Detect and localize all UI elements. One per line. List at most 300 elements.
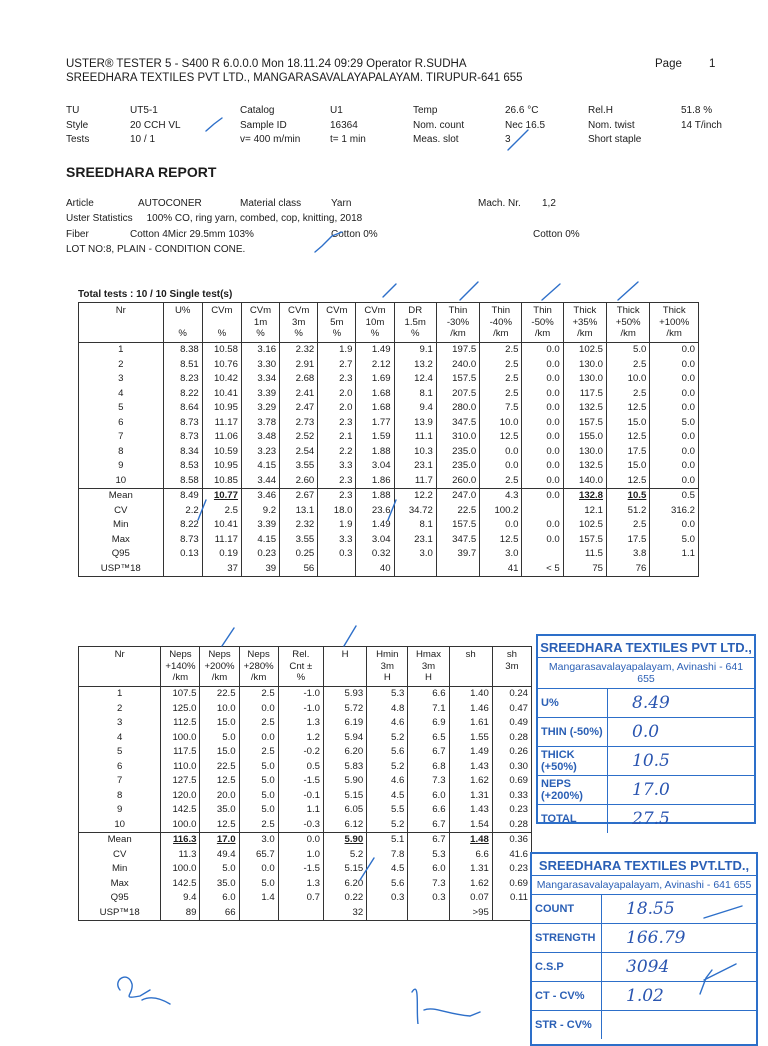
cotton-1: Cotton 0% bbox=[331, 229, 378, 240]
table-cell: 0.0 bbox=[278, 832, 323, 847]
table-cell: -0.2 bbox=[278, 745, 323, 760]
table-cell: 6.6 bbox=[408, 686, 449, 701]
header-line: Rel. bbox=[292, 649, 310, 660]
header-line1: USTER® TESTER 5 - S400 R 6.0.0.0 Mon 18.11.24 09:29 Operator R.SUDHA bbox=[66, 58, 467, 70]
table-cell: 51.2 bbox=[607, 503, 650, 518]
table-cell: 8.73 bbox=[163, 415, 202, 430]
table-cell: 10.76 bbox=[202, 357, 241, 372]
row-label: 5 bbox=[79, 745, 161, 760]
row-label: Q95 bbox=[79, 547, 164, 562]
table-cell: 347.5 bbox=[436, 415, 479, 430]
header-line: Hmin bbox=[376, 649, 399, 660]
table-cell: 127.5 bbox=[161, 774, 200, 789]
table-cell: < 5 bbox=[522, 561, 563, 576]
row-label: Min bbox=[79, 518, 164, 533]
header-line: % bbox=[217, 328, 227, 339]
tick-mark bbox=[704, 906, 742, 918]
table-cell: 35.0 bbox=[200, 876, 239, 891]
table-cell: 0.25 bbox=[280, 547, 318, 562]
table-cell: 0.0 bbox=[480, 459, 522, 474]
table-cell: 12.1 bbox=[563, 503, 606, 518]
table-cell: 1.40 bbox=[449, 686, 492, 701]
table-cell: 0.49 bbox=[492, 716, 531, 731]
table-cell: 3.3 bbox=[318, 532, 356, 547]
table-cell: 89 bbox=[161, 905, 200, 920]
header-line: /km bbox=[666, 328, 682, 339]
table-cell: 0.23 bbox=[492, 862, 531, 877]
table-cell: 40 bbox=[356, 561, 394, 576]
table-cell: 130.0 bbox=[563, 444, 606, 459]
table-cell: 12.5 bbox=[200, 774, 239, 789]
mach-label: Mach. Nr. bbox=[478, 198, 521, 209]
table-cell: 5.2 bbox=[367, 817, 408, 832]
table-cell: 39 bbox=[241, 561, 279, 576]
param-label: TU bbox=[66, 105, 80, 116]
table-cell: 6.8 bbox=[408, 759, 449, 774]
handwritten-value: 0.0 bbox=[632, 722, 660, 742]
signature-icon bbox=[412, 989, 480, 1024]
table-cell: 2.52 bbox=[280, 430, 318, 445]
header-line: -50% bbox=[531, 316, 554, 328]
tick-mark bbox=[344, 626, 356, 646]
table-cell: 5.83 bbox=[323, 759, 366, 774]
table-cell: 100.0 bbox=[161, 862, 200, 877]
table-cell: 3.0 bbox=[480, 547, 522, 562]
table-cell: 3.39 bbox=[241, 386, 279, 401]
table-cell: 2.91 bbox=[280, 357, 318, 372]
header-line: H bbox=[383, 672, 391, 683]
table-cell: 22.5 bbox=[436, 503, 479, 518]
table-cell: 0.69 bbox=[492, 876, 531, 891]
table-cell: 4.15 bbox=[241, 532, 279, 547]
table-cell: 12.5 bbox=[480, 430, 522, 445]
table-cell: 10.95 bbox=[202, 459, 241, 474]
table-cell: 2.5 bbox=[607, 518, 650, 533]
uster-statistics: Uster Statistics 100% CO, ring yarn, combed, cop, knitting, 2018 bbox=[66, 213, 363, 224]
row-label: CV bbox=[79, 503, 164, 518]
fiber-label: Fiber bbox=[66, 229, 89, 240]
table-cell: 20.0 bbox=[200, 788, 239, 803]
table-cell: 5.0 bbox=[200, 730, 239, 745]
table-cell: 7.3 bbox=[408, 876, 449, 891]
table-cell: 1.62 bbox=[449, 876, 492, 891]
table-cell: 2.67 bbox=[280, 488, 318, 503]
table-cell: 12.5 bbox=[607, 473, 650, 488]
param-value: 10 / 1 bbox=[130, 134, 156, 145]
table-cell: 8.1 bbox=[394, 518, 436, 533]
table-cell: 0.0 bbox=[522, 430, 563, 445]
param-label: Meas. slot bbox=[413, 134, 459, 145]
table-cell: 10.77 bbox=[202, 488, 241, 503]
stamp-label: U% bbox=[538, 689, 608, 717]
table-cell: >95 bbox=[449, 905, 492, 920]
table-cell: 100.0 bbox=[161, 817, 200, 832]
table-cell: 8.38 bbox=[163, 342, 202, 357]
stamp-company: SREEDHARA TEXTILES PVT.LTD., bbox=[532, 854, 756, 876]
table-cell: 0.0 bbox=[239, 730, 278, 745]
header-line: CVm bbox=[364, 305, 386, 316]
table-cell: 2.5 bbox=[480, 473, 522, 488]
header-line: /km bbox=[577, 328, 593, 339]
table-cell: 23.6 bbox=[356, 503, 394, 518]
header-line: CVm bbox=[288, 305, 310, 316]
table-cell: 3.48 bbox=[241, 430, 279, 445]
table-cell: 0.0 bbox=[650, 342, 699, 357]
table-cell: 1.62 bbox=[449, 774, 492, 789]
table-cell: 22.5 bbox=[200, 686, 239, 701]
table-cell: 12.5 bbox=[480, 532, 522, 547]
table-cell: 6.9 bbox=[408, 716, 449, 731]
header-line: Cnt ± bbox=[289, 660, 313, 672]
table-cell: 2.68 bbox=[280, 372, 318, 387]
table-cell: 0.0 bbox=[650, 459, 699, 474]
table-cell: 3.55 bbox=[280, 532, 318, 547]
stamp-label: COUNT bbox=[532, 895, 602, 923]
table-cell: 13.9 bbox=[394, 415, 436, 430]
table-cell: 0.36 bbox=[492, 832, 531, 847]
table-cell: 0.11 bbox=[492, 891, 531, 906]
table-cell: 1.2 bbox=[278, 730, 323, 745]
handwritten-value: 27.5 bbox=[632, 809, 670, 829]
row-label: 9 bbox=[79, 803, 161, 818]
table-cell: 0.0 bbox=[522, 444, 563, 459]
table-cell: 3.04 bbox=[356, 459, 394, 474]
table-cell: 11.1 bbox=[394, 430, 436, 445]
table-cell: 0.0 bbox=[650, 518, 699, 533]
table-cell: 75 bbox=[563, 561, 606, 576]
row-label: 2 bbox=[79, 357, 164, 372]
header-line: Thin bbox=[491, 305, 511, 316]
param-value: Nec 16.5 bbox=[505, 119, 546, 131]
table-cell: 10.41 bbox=[202, 518, 241, 533]
header-line: % bbox=[294, 328, 303, 339]
header-line: Nr bbox=[115, 305, 126, 316]
table-cell: 10.5 bbox=[607, 488, 650, 503]
signature-icon bbox=[118, 977, 170, 1004]
table-cell: -1.5 bbox=[278, 862, 323, 877]
table-cell: 5.3 bbox=[408, 847, 449, 862]
handwritten-value: 8.49 bbox=[632, 693, 670, 713]
table-cell: 6.19 bbox=[323, 716, 366, 731]
table-cell: 23.1 bbox=[394, 532, 436, 547]
table-cell: 1.46 bbox=[449, 701, 492, 716]
table-cell: 10.58 bbox=[202, 342, 241, 357]
table-cell: 2.5 bbox=[607, 386, 650, 401]
table-cell: 39.7 bbox=[436, 547, 479, 562]
table-cell: 76 bbox=[607, 561, 650, 576]
material-value: Yarn bbox=[331, 198, 352, 209]
table-cell: 9.4 bbox=[394, 401, 436, 416]
handwritten-value: 166.79 bbox=[626, 928, 686, 948]
row-label: Mean bbox=[79, 832, 161, 847]
table-cell: 3.34 bbox=[241, 372, 279, 387]
header-line2: SREEDHARA TEXTILES PVT LTD., MANGARASAVALAYAPALAYAM. TIRUPUR-641 655 bbox=[66, 72, 523, 84]
table-cell: 3.0 bbox=[394, 547, 436, 562]
table-cell: 6.5 bbox=[408, 730, 449, 745]
table-cell: 0.0 bbox=[650, 386, 699, 401]
table-cell: 2.73 bbox=[280, 415, 318, 430]
param-value: t= 1 min bbox=[330, 134, 366, 145]
table-cell: 0.0 bbox=[522, 415, 563, 430]
table-cell: 2.32 bbox=[280, 518, 318, 533]
table-cell: 5.94 bbox=[323, 730, 366, 745]
table-cell: 1.31 bbox=[449, 862, 492, 877]
table-cell: 157.5 bbox=[563, 415, 606, 430]
table-cell: 10.0 bbox=[480, 415, 522, 430]
table-cell: 35.0 bbox=[200, 803, 239, 818]
table-cell: 10.42 bbox=[202, 372, 241, 387]
row-label: Max bbox=[79, 876, 161, 891]
table-cell: 2.5 bbox=[480, 342, 522, 357]
table-cell: 13.1 bbox=[280, 503, 318, 518]
table-cell: 3.29 bbox=[241, 401, 279, 416]
header-line: Neps bbox=[247, 649, 270, 660]
row-label: USP™18 bbox=[79, 905, 161, 920]
table-cell: 5.6 bbox=[367, 745, 408, 760]
table-cell: 5.90 bbox=[323, 774, 366, 789]
param-value: 26.6 °C bbox=[505, 105, 539, 116]
tick-mark bbox=[542, 284, 560, 300]
handwritten-value: 18.55 bbox=[626, 899, 675, 919]
tick-mark bbox=[206, 118, 222, 131]
param-value: 3 bbox=[505, 134, 511, 145]
table-cell: 1.49 bbox=[356, 518, 394, 533]
table-cell: 4.5 bbox=[367, 788, 408, 803]
table-cell: 11.5 bbox=[563, 547, 606, 562]
header-line: Thick bbox=[616, 305, 640, 316]
tick-mark bbox=[618, 282, 638, 300]
page-label: Page bbox=[655, 58, 682, 70]
header-line: CVm bbox=[211, 305, 233, 316]
table-cell: 157.5 bbox=[436, 518, 479, 533]
table-cell: 6.7 bbox=[408, 745, 449, 760]
row-label: 10 bbox=[79, 473, 164, 488]
table-cell: 280.0 bbox=[436, 401, 479, 416]
table-cell: 110.0 bbox=[161, 759, 200, 774]
row-label: 8 bbox=[79, 444, 164, 459]
row-label: 9 bbox=[79, 459, 164, 474]
table-cell: 0.07 bbox=[449, 891, 492, 906]
table-cell: 1.48 bbox=[449, 832, 492, 847]
cotton-2: Cotton 0% bbox=[533, 229, 580, 240]
table-cell: 8.64 bbox=[163, 401, 202, 416]
table-cell: 240.0 bbox=[436, 357, 479, 372]
table-cell: 132.5 bbox=[563, 459, 606, 474]
table-cell: 17.5 bbox=[607, 444, 650, 459]
table-cell: 120.0 bbox=[161, 788, 200, 803]
table-cell: 8.53 bbox=[163, 459, 202, 474]
table-cell: 6.0 bbox=[200, 891, 239, 906]
stamp-label: CT - CV% bbox=[532, 982, 602, 1010]
page-number: 1 bbox=[709, 58, 716, 70]
table-cell: 37 bbox=[202, 561, 241, 576]
row-label: 3 bbox=[79, 372, 164, 387]
header-line: U% bbox=[174, 305, 191, 316]
table-cell: 0.0 bbox=[650, 473, 699, 488]
table-cell: 6.05 bbox=[323, 803, 366, 818]
stamp-label: THICK (+50%) bbox=[538, 747, 608, 775]
table-cell: 2.5 bbox=[239, 686, 278, 701]
table-cell: 2.0 bbox=[318, 386, 356, 401]
header-line: % bbox=[178, 328, 187, 339]
table-cell: 9.1 bbox=[394, 342, 436, 357]
table-cell: 7.8 bbox=[367, 847, 408, 862]
table-cell: 130.0 bbox=[563, 372, 606, 387]
header-line: 1m bbox=[253, 316, 268, 328]
table-cell: 2.5 bbox=[480, 357, 522, 372]
header-line: CVm bbox=[249, 305, 272, 316]
table1-caption: Total tests : 10 / 10 Single test(s) bbox=[78, 289, 233, 300]
table-cell: 6.7 bbox=[408, 817, 449, 832]
table-cell: 1.4 bbox=[239, 891, 278, 906]
table-cell: 0.7 bbox=[278, 891, 323, 906]
stamp-label: C.S.P bbox=[532, 953, 602, 981]
header-line: Thick bbox=[573, 305, 597, 316]
table-cell: 10.0 bbox=[607, 372, 650, 387]
table-cell: 5.15 bbox=[323, 788, 366, 803]
table-cell: 2.5 bbox=[202, 503, 241, 518]
header-line: +100% bbox=[659, 316, 690, 328]
header-line: /km bbox=[172, 672, 189, 683]
header-line: Neps bbox=[169, 649, 192, 660]
header-line: H bbox=[425, 672, 432, 683]
tick-mark bbox=[388, 500, 396, 520]
table-cell: 4.8 bbox=[367, 701, 408, 716]
header-line: 10m bbox=[365, 316, 385, 328]
table-cell: 1.59 bbox=[356, 430, 394, 445]
row-label: 2 bbox=[79, 701, 161, 716]
stamp-label: STR - CV% bbox=[532, 1011, 602, 1039]
row-label: 1 bbox=[79, 342, 164, 357]
row-label: USP™18 bbox=[79, 561, 164, 576]
table-cell: 197.5 bbox=[436, 342, 479, 357]
table-cell: 0.0 bbox=[522, 532, 563, 547]
table-cell: 142.5 bbox=[161, 876, 200, 891]
table-cell: 100.0 bbox=[161, 730, 200, 745]
table-cell: 5.0 bbox=[650, 415, 699, 430]
table-cell: 1.69 bbox=[356, 372, 394, 387]
table-cell: 1.9 bbox=[318, 518, 356, 533]
table-cell: 0.0 bbox=[650, 444, 699, 459]
table-cell: 0.0 bbox=[650, 430, 699, 445]
table-cell: 132.8 bbox=[563, 488, 606, 503]
table-cell: 23.1 bbox=[394, 459, 436, 474]
table-cell: 0.47 bbox=[492, 701, 531, 716]
table-cell: 12.5 bbox=[200, 817, 239, 832]
header-line: sh bbox=[506, 649, 517, 660]
param-value: 51.8 % bbox=[681, 105, 713, 116]
table-cell: 207.5 bbox=[436, 386, 479, 401]
table-cell: 4.5 bbox=[367, 862, 408, 877]
table-cell: 2.7 bbox=[318, 357, 356, 372]
header-line: 5m bbox=[330, 316, 344, 328]
table-cell: 9.4 bbox=[161, 891, 200, 906]
param-label: Nom. twist bbox=[588, 119, 635, 131]
table-cell: 5.2 bbox=[323, 847, 366, 862]
fiber-value: Cotton 4Micr 29.5mm 103% bbox=[130, 229, 254, 240]
table-cell: 310.0 bbox=[436, 430, 479, 445]
table-cell: 7.3 bbox=[408, 774, 449, 789]
table-cell: 8.49 bbox=[163, 488, 202, 503]
stamp-label: STRENGTH bbox=[532, 924, 602, 952]
table-cell: 0.3 bbox=[318, 547, 356, 562]
param-label: Rel.H bbox=[588, 105, 614, 116]
table-cell: 5.0 bbox=[239, 788, 278, 803]
stamp-address: Mangarasavalayapalayam, Avinashi - 641 655 bbox=[538, 658, 754, 689]
header-line: Thin bbox=[448, 305, 468, 316]
table-cell: 0.0 bbox=[480, 518, 522, 533]
table-cell: 1.0 bbox=[278, 847, 323, 862]
table-cell: 13.2 bbox=[394, 357, 436, 372]
table-cell: 0.28 bbox=[492, 730, 531, 745]
table-cell: 155.0 bbox=[563, 430, 606, 445]
table-cell: 6.20 bbox=[323, 876, 366, 891]
table-cell: 0.0 bbox=[650, 372, 699, 387]
table-cell: 2.2 bbox=[163, 503, 202, 518]
table-cell: 0.23 bbox=[492, 803, 531, 818]
table-cell: 4.6 bbox=[367, 774, 408, 789]
report-title: SREEDHARA REPORT bbox=[66, 164, 217, 180]
table-cell: 0.3 bbox=[408, 891, 449, 906]
table-cell: 5.15 bbox=[323, 862, 366, 877]
header-line: /km bbox=[534, 328, 551, 339]
table-cell: 5.0 bbox=[200, 862, 239, 877]
row-label: 1 bbox=[79, 686, 161, 701]
table-cell: 2.54 bbox=[280, 444, 318, 459]
param-value: U1 bbox=[330, 105, 343, 116]
table-cell: 260.0 bbox=[436, 473, 479, 488]
param-label: Catalog bbox=[240, 105, 275, 116]
table-cell: 0.0 bbox=[522, 488, 563, 503]
table-cell: 0.28 bbox=[492, 817, 531, 832]
table-cell: 0.0 bbox=[522, 372, 563, 387]
table-cell: 0.0 bbox=[522, 459, 563, 474]
table-cell: 15.0 bbox=[607, 459, 650, 474]
table-cell: 2.2 bbox=[318, 444, 356, 459]
param-label: Tests bbox=[66, 134, 90, 145]
table-cell: 8.22 bbox=[163, 518, 202, 533]
header-line: Thin bbox=[533, 305, 552, 316]
table-cell: 6.0 bbox=[408, 788, 449, 803]
table-cell: 117.5 bbox=[563, 386, 606, 401]
table-cell: 8.22 bbox=[163, 386, 202, 401]
table-cell: 0.0 bbox=[480, 444, 522, 459]
table-cell: 0.13 bbox=[163, 547, 202, 562]
header-line: DR bbox=[408, 305, 423, 316]
table-cell: 5.0 bbox=[239, 803, 278, 818]
table-cell: 2.5 bbox=[239, 817, 278, 832]
table-cell: 5.72 bbox=[323, 701, 366, 716]
table-cell: 2.3 bbox=[318, 372, 356, 387]
param-value: UT5-1 bbox=[130, 105, 158, 116]
param-label: v= 400 m/min bbox=[240, 134, 301, 145]
table-cell: 1.43 bbox=[449, 803, 492, 818]
table-cell: 41.6 bbox=[492, 847, 531, 862]
table-cell: 56 bbox=[280, 561, 318, 576]
table-cell: 12.2 bbox=[394, 488, 436, 503]
param-label: Style bbox=[66, 119, 89, 131]
table-cell: 1.3 bbox=[278, 716, 323, 731]
table-cell: 1.77 bbox=[356, 415, 394, 430]
header-line: % bbox=[370, 328, 380, 339]
header-line: 3m bbox=[505, 660, 519, 672]
table-cell: 100.2 bbox=[480, 503, 522, 518]
stamp-label: TOTAL bbox=[538, 805, 608, 833]
header-line: CVm bbox=[326, 305, 348, 316]
header-line: % bbox=[410, 328, 420, 339]
table-cell: 5.2 bbox=[367, 759, 408, 774]
table-cell: 132.5 bbox=[563, 401, 606, 416]
